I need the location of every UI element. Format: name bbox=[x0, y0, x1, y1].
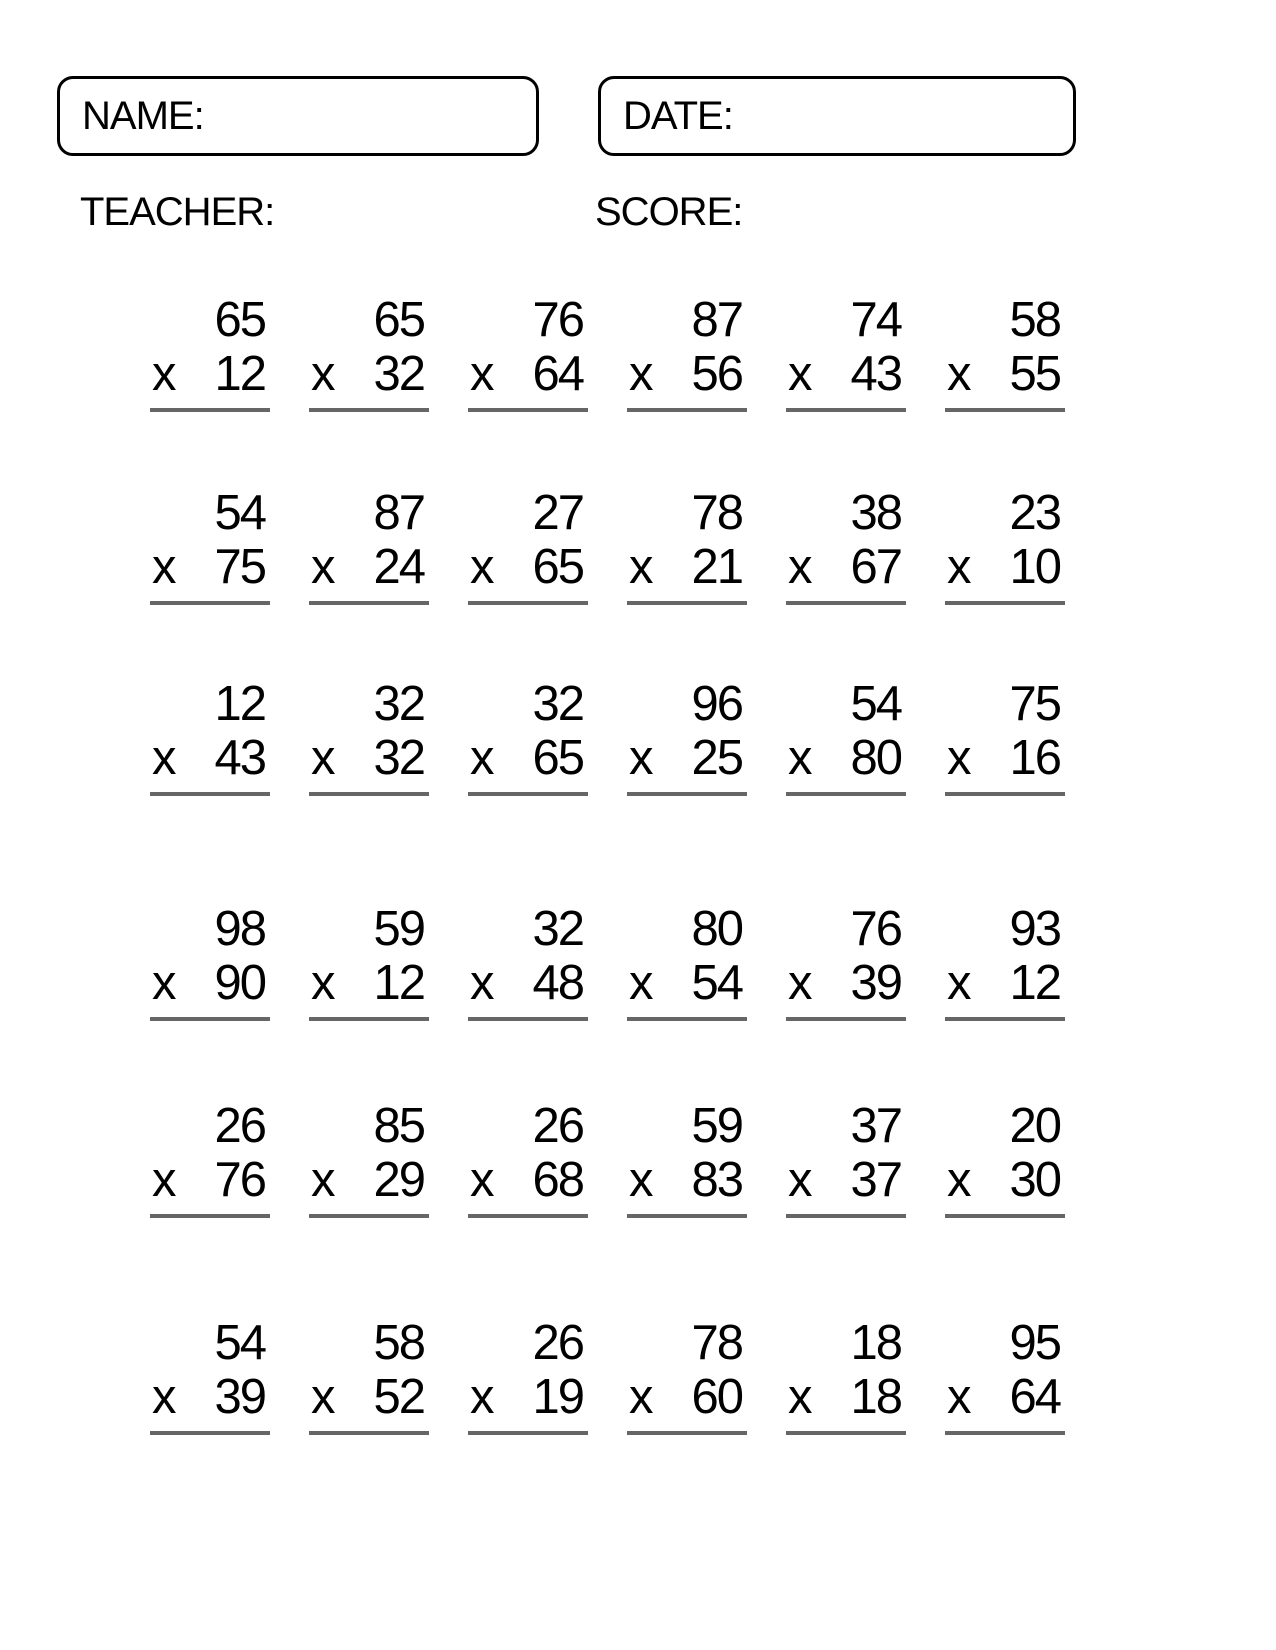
multiplier-row bbox=[309, 347, 429, 412]
multiply-operator: x bbox=[947, 731, 972, 785]
problem-cell bbox=[786, 486, 906, 605]
multiplier: 60 bbox=[691, 1370, 742, 1424]
multiplier: 65 bbox=[532, 731, 583, 785]
multiplier-row bbox=[627, 347, 747, 412]
teacher-label: TEACHER: bbox=[80, 190, 275, 234]
problem-row bbox=[150, 1316, 1066, 1435]
problem-cell bbox=[309, 1099, 429, 1218]
multiplier-row bbox=[150, 347, 270, 412]
multiplicand: 76 bbox=[532, 293, 583, 347]
problem-cell bbox=[150, 902, 270, 1021]
multiplier: 76 bbox=[214, 1153, 265, 1207]
problem-cell bbox=[468, 293, 588, 412]
multiply-operator: x bbox=[470, 347, 495, 401]
problem-cell bbox=[786, 902, 906, 1021]
multiply-operator: x bbox=[152, 731, 177, 785]
multiplier: 37 bbox=[850, 1153, 901, 1207]
multiplier-row bbox=[150, 540, 270, 605]
problem-cell bbox=[786, 1099, 906, 1218]
multiplier: 64 bbox=[1009, 1370, 1060, 1424]
multiply-operator: x bbox=[311, 956, 336, 1010]
multiplier: 30 bbox=[1009, 1153, 1060, 1207]
problem-cell bbox=[627, 1099, 747, 1218]
multiplier: 12 bbox=[1009, 956, 1060, 1010]
multiplier: 65 bbox=[532, 540, 583, 594]
multiplicand: 76 bbox=[850, 902, 901, 956]
multiplier-row bbox=[945, 731, 1065, 796]
multiplicand: 58 bbox=[1009, 293, 1060, 347]
problem-row bbox=[150, 902, 1066, 1021]
multiply-operator: x bbox=[470, 540, 495, 594]
problem-row bbox=[150, 293, 1066, 412]
multiplier: 55 bbox=[1009, 347, 1060, 401]
multiplier: 52 bbox=[373, 1370, 424, 1424]
multiplier: 75 bbox=[214, 540, 265, 594]
multiply-operator: x bbox=[470, 1153, 495, 1207]
multiplier: 39 bbox=[850, 956, 901, 1010]
multiplier-row bbox=[309, 1153, 429, 1218]
multiplicand: 58 bbox=[373, 1316, 424, 1370]
problem-cell bbox=[786, 293, 906, 412]
multiplier-row bbox=[945, 347, 1065, 412]
multiplier-row bbox=[468, 731, 588, 796]
date-field-box bbox=[598, 76, 1076, 156]
multiplier-row bbox=[786, 1370, 906, 1435]
multiplier: 21 bbox=[691, 540, 742, 594]
multiplier: 67 bbox=[850, 540, 901, 594]
problem-row bbox=[150, 677, 1066, 796]
multiplier: 10 bbox=[1009, 540, 1060, 594]
multiplier: 12 bbox=[214, 347, 265, 401]
multiplier-row bbox=[468, 1370, 588, 1435]
multiply-operator: x bbox=[311, 1153, 336, 1207]
multiplicand: 23 bbox=[1009, 486, 1060, 540]
multiplicand: 87 bbox=[691, 293, 742, 347]
problem-cell bbox=[468, 486, 588, 605]
multiply-operator: x bbox=[788, 731, 813, 785]
multiplicand: 37 bbox=[850, 1099, 901, 1153]
multiplier-row bbox=[309, 956, 429, 1021]
multiply-operator: x bbox=[947, 1153, 972, 1207]
multiply-operator: x bbox=[788, 540, 813, 594]
multiplicand: 26 bbox=[214, 1099, 265, 1153]
multiplier-row bbox=[468, 347, 588, 412]
multiplicand: 20 bbox=[1009, 1099, 1060, 1153]
multiplier: 68 bbox=[532, 1153, 583, 1207]
multiplier: 83 bbox=[691, 1153, 742, 1207]
multiply-operator: x bbox=[947, 1370, 972, 1424]
multiply-operator: x bbox=[629, 347, 654, 401]
multiplicand: 78 bbox=[691, 1316, 742, 1370]
multiplier: 43 bbox=[850, 347, 901, 401]
multiplicand: 96 bbox=[691, 677, 742, 731]
multiplier-row bbox=[309, 731, 429, 796]
multiplicand: 18 bbox=[850, 1316, 901, 1370]
multiplicand: 26 bbox=[532, 1316, 583, 1370]
multiplier-row bbox=[786, 347, 906, 412]
multiplier: 56 bbox=[691, 347, 742, 401]
problem-cell bbox=[150, 1316, 270, 1435]
multiplier-row bbox=[786, 1153, 906, 1218]
problem-cell bbox=[468, 677, 588, 796]
multiplier: 43 bbox=[214, 731, 265, 785]
multiplier: 12 bbox=[373, 956, 424, 1010]
score-label: SCORE: bbox=[595, 190, 743, 234]
multiplicand: 32 bbox=[532, 902, 583, 956]
multiply-operator: x bbox=[152, 1370, 177, 1424]
multiplicand: 12 bbox=[214, 677, 265, 731]
multiply-operator: x bbox=[311, 540, 336, 594]
multiply-operator: x bbox=[311, 347, 336, 401]
multiplier-row bbox=[627, 956, 747, 1021]
multiplier-row bbox=[786, 540, 906, 605]
problem-cell bbox=[309, 902, 429, 1021]
problem-cell bbox=[309, 1316, 429, 1435]
multiplicand: 32 bbox=[373, 677, 424, 731]
problem-cell bbox=[468, 1316, 588, 1435]
multiplier: 32 bbox=[373, 347, 424, 401]
multiplier: 32 bbox=[373, 731, 424, 785]
multiplicand: 87 bbox=[373, 486, 424, 540]
date-label: DATE: bbox=[623, 93, 733, 138]
problem-row bbox=[150, 1099, 1066, 1218]
problem-cell bbox=[150, 677, 270, 796]
multiplicand: 32 bbox=[532, 677, 583, 731]
multiplicand: 54 bbox=[850, 677, 901, 731]
problem-cell bbox=[150, 1099, 270, 1218]
multiply-operator: x bbox=[470, 731, 495, 785]
multiply-operator: x bbox=[947, 347, 972, 401]
multiplier: 24 bbox=[373, 540, 424, 594]
multiply-operator: x bbox=[788, 956, 813, 1010]
problem-cell bbox=[945, 1316, 1065, 1435]
multiplier-row bbox=[945, 1370, 1065, 1435]
problem-cell bbox=[627, 1316, 747, 1435]
multiplier: 80 bbox=[850, 731, 901, 785]
problem-cell bbox=[945, 902, 1065, 1021]
multiplier-row bbox=[945, 956, 1065, 1021]
problem-row bbox=[150, 486, 1066, 605]
multiplicand: 95 bbox=[1009, 1316, 1060, 1370]
multiplier: 54 bbox=[691, 956, 742, 1010]
multiply-operator: x bbox=[152, 1153, 177, 1207]
problem-cell bbox=[627, 486, 747, 605]
multiplicand: 59 bbox=[373, 902, 424, 956]
multiplier: 16 bbox=[1009, 731, 1060, 785]
multiply-operator: x bbox=[629, 540, 654, 594]
multiplier: 29 bbox=[373, 1153, 424, 1207]
problem-cell bbox=[786, 677, 906, 796]
multiply-operator: x bbox=[947, 540, 972, 594]
multiplier-row bbox=[309, 540, 429, 605]
multiplier: 64 bbox=[532, 347, 583, 401]
problem-cell bbox=[309, 677, 429, 796]
multiply-operator: x bbox=[629, 1370, 654, 1424]
multiply-operator: x bbox=[470, 956, 495, 1010]
problem-cell bbox=[945, 1099, 1065, 1218]
problem-cell bbox=[150, 293, 270, 412]
multiplicand: 74 bbox=[850, 293, 901, 347]
multiply-operator: x bbox=[152, 347, 177, 401]
problem-cell bbox=[627, 293, 747, 412]
multiplier-row bbox=[945, 1153, 1065, 1218]
multiplicand: 26 bbox=[532, 1099, 583, 1153]
multiplicand: 85 bbox=[373, 1099, 424, 1153]
multiplier-row bbox=[150, 956, 270, 1021]
multiplier-row bbox=[150, 1153, 270, 1218]
problem-cell bbox=[627, 902, 747, 1021]
multiplicand: 93 bbox=[1009, 902, 1060, 956]
multiplier-row bbox=[627, 540, 747, 605]
multiplier-row bbox=[627, 731, 747, 796]
multiplier: 25 bbox=[691, 731, 742, 785]
multiplier-row bbox=[150, 1370, 270, 1435]
multiplicand: 27 bbox=[532, 486, 583, 540]
multiply-operator: x bbox=[152, 956, 177, 1010]
multiplier-row bbox=[627, 1153, 747, 1218]
multiplier: 18 bbox=[850, 1370, 901, 1424]
multiplier: 90 bbox=[214, 956, 265, 1010]
multiply-operator: x bbox=[788, 1370, 813, 1424]
multiply-operator: x bbox=[629, 1153, 654, 1207]
multiplicand: 59 bbox=[691, 1099, 742, 1153]
problem-cell bbox=[309, 293, 429, 412]
multiply-operator: x bbox=[947, 956, 972, 1010]
problems-grid bbox=[150, 293, 1066, 1435]
multiplier-row bbox=[150, 731, 270, 796]
multiplier-row bbox=[468, 956, 588, 1021]
multiplier: 39 bbox=[214, 1370, 265, 1424]
multiply-operator: x bbox=[470, 1370, 495, 1424]
multiplicand: 65 bbox=[373, 293, 424, 347]
problem-cell bbox=[786, 1316, 906, 1435]
multiplicand: 38 bbox=[850, 486, 901, 540]
multiplier-row bbox=[786, 731, 906, 796]
multiplicand: 54 bbox=[214, 1316, 265, 1370]
multiply-operator: x bbox=[629, 731, 654, 785]
problem-cell bbox=[150, 486, 270, 605]
multiplicand: 80 bbox=[691, 902, 742, 956]
multiplier-row bbox=[468, 1153, 588, 1218]
problem-cell bbox=[945, 293, 1065, 412]
multiply-operator: x bbox=[311, 1370, 336, 1424]
multiply-operator: x bbox=[788, 347, 813, 401]
multiplicand: 54 bbox=[214, 486, 265, 540]
problem-cell bbox=[468, 1099, 588, 1218]
multiply-operator: x bbox=[788, 1153, 813, 1207]
multiplier: 19 bbox=[532, 1370, 583, 1424]
problem-cell bbox=[945, 486, 1065, 605]
multiply-operator: x bbox=[152, 540, 177, 594]
multiplicand: 65 bbox=[214, 293, 265, 347]
problem-cell bbox=[468, 902, 588, 1021]
multiply-operator: x bbox=[629, 956, 654, 1010]
multiply-operator: x bbox=[311, 731, 336, 785]
multiplier: 48 bbox=[532, 956, 583, 1010]
multiplier-row bbox=[309, 1370, 429, 1435]
multiplicand: 78 bbox=[691, 486, 742, 540]
problem-cell bbox=[309, 486, 429, 605]
name-label: NAME: bbox=[82, 93, 204, 138]
multiplier-row bbox=[786, 956, 906, 1021]
multiplicand: 98 bbox=[214, 902, 265, 956]
multiplier-row bbox=[627, 1370, 747, 1435]
name-field-box bbox=[57, 76, 539, 156]
problem-cell bbox=[945, 677, 1065, 796]
problem-cell bbox=[627, 677, 747, 796]
multiplier-row bbox=[945, 540, 1065, 605]
multiplicand: 75 bbox=[1009, 677, 1060, 731]
multiplier-row bbox=[468, 540, 588, 605]
